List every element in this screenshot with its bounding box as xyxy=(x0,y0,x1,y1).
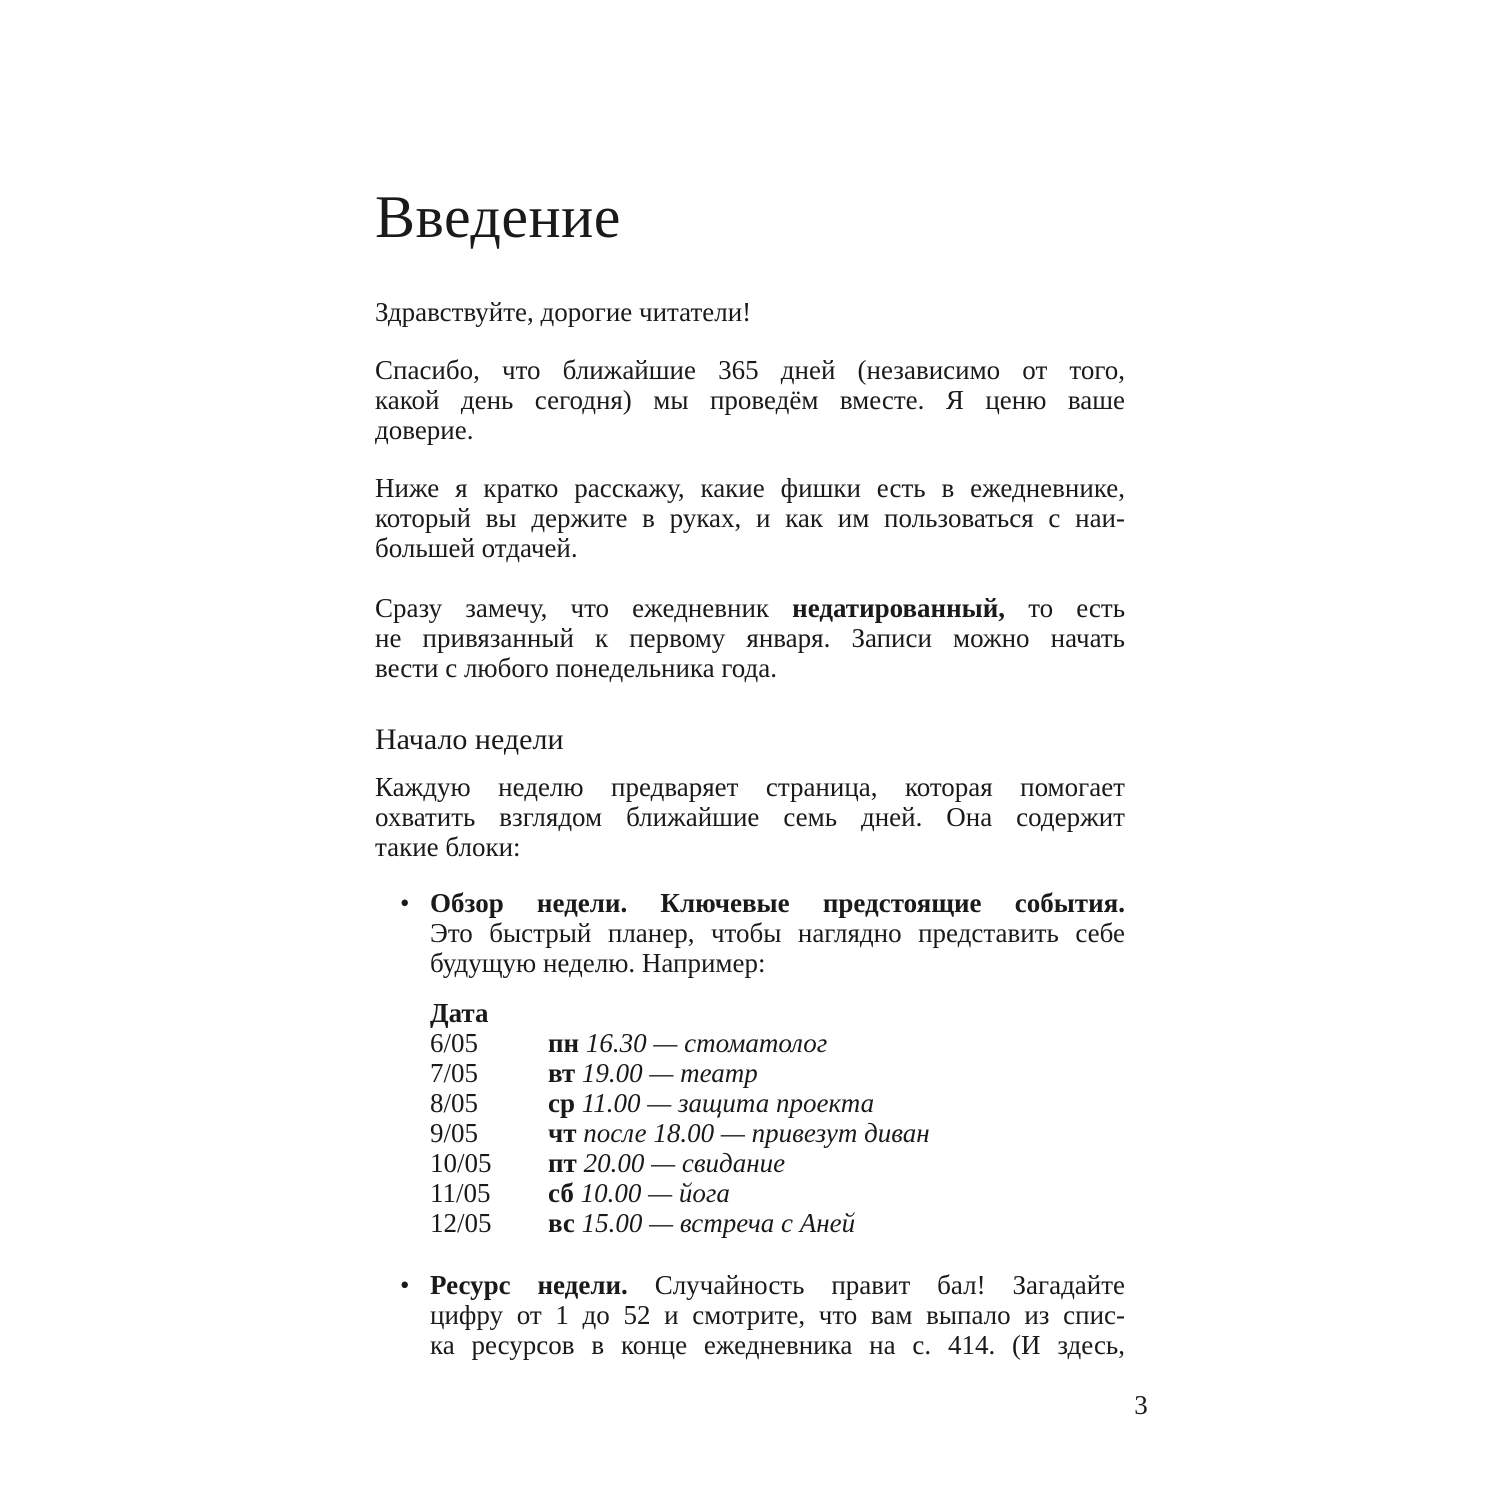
text-line: Обзор недели. Ключевые предстоящие события. xyxy=(430,888,1125,918)
text-line: Здравствуйте, дорогие читатели! xyxy=(375,297,752,327)
table-row xyxy=(430,1028,1125,1058)
table-row xyxy=(430,1148,1125,1178)
event-cell: 19.00 — театр xyxy=(581,1058,758,1088)
paragraph-undated xyxy=(375,593,1125,683)
table-header: Дата xyxy=(430,998,489,1028)
event-cell: 15.00 — встреча с Аней xyxy=(581,1208,856,1238)
text-run: Случайность правит бал! Загадайте xyxy=(654,1270,1126,1300)
day-cell: вс xyxy=(548,1208,575,1238)
text-line: Спасибо, что ближайшие 365 дней (независимо от того, xyxy=(375,355,1125,385)
week-overview-table xyxy=(375,998,1125,1238)
page-number: 3 xyxy=(1134,1390,1148,1420)
event-cell: после 18.00 — привезут диван xyxy=(583,1118,930,1148)
page-title: Введение xyxy=(375,184,621,250)
paragraph-overview xyxy=(375,473,1125,563)
text-line: Это быстрый планер, чтобы наглядно представить себе xyxy=(430,918,1125,948)
text-line xyxy=(430,1270,1125,1300)
text-line: какой день сегодня) мы проведём вместе. Я ценю ваше xyxy=(375,385,1125,415)
text-line: ка ресурсов в конце ежедневника на с. 414. (И здесь, xyxy=(430,1330,1125,1360)
date-cell: 12/05 xyxy=(430,1208,492,1238)
event-cell: 16.30 — стоматолог xyxy=(585,1028,828,1058)
text-line: такие блоки: xyxy=(375,832,521,862)
day-cell: пн xyxy=(548,1028,580,1058)
text-line: цифру от 1 до 52 и смотрите, что вам выпало из спис- xyxy=(430,1300,1125,1330)
text-line: Каждую неделю предваряет страница, которая помогает xyxy=(375,772,1125,802)
text-line: Ниже я кратко расскажу, какие фишки есть в ежедневнике, xyxy=(375,473,1125,503)
day-cell: вт xyxy=(548,1058,576,1088)
text-line: охватить взглядом ближайшие семь дней. Она содержит xyxy=(375,802,1125,832)
bullet-icon: • xyxy=(400,1270,410,1300)
text-run: то есть xyxy=(1028,593,1126,623)
text-line: который вы держите в руках, и как им пользоваться с наи- xyxy=(375,503,1125,533)
bullet-item-week-resource xyxy=(375,1270,1125,1360)
text-line: не привязанный к первому января. Записи можно начать xyxy=(375,623,1125,653)
day-cell: сб xyxy=(548,1178,574,1208)
section-heading: Начало недели xyxy=(375,723,564,756)
day-cell: пт xyxy=(548,1148,577,1178)
date-cell: 6/05 xyxy=(430,1028,479,1058)
text-run-bold: недатированный, xyxy=(792,593,1006,623)
table-row xyxy=(430,1058,1125,1088)
table-row xyxy=(430,1088,1125,1118)
text-run-bold: Ресурс недели. xyxy=(430,1270,628,1300)
event-cell: 10.00 — йога xyxy=(580,1178,730,1208)
bullet-icon: • xyxy=(400,888,410,918)
table-row xyxy=(430,1178,1125,1208)
text-line: вести с любого понедельника года. xyxy=(375,653,777,683)
bullet-item-week-overview xyxy=(375,888,1125,978)
day-cell: чт xyxy=(548,1118,577,1148)
table-row xyxy=(430,1118,1125,1148)
day-cell: ср xyxy=(548,1088,575,1118)
text-line: доверие. xyxy=(375,415,474,445)
paragraph-thanks xyxy=(375,355,1125,445)
date-cell: 9/05 xyxy=(430,1118,479,1148)
event-cell: 11.00 — защита проекта xyxy=(581,1088,875,1118)
text-line xyxy=(375,593,1125,623)
text-line: большей отдачей. xyxy=(375,533,578,563)
text-line: будущую неделю. Например: xyxy=(430,948,766,978)
date-cell: 8/05 xyxy=(430,1088,479,1118)
paragraph-greeting xyxy=(375,297,1125,327)
date-cell: 11/05 xyxy=(430,1178,491,1208)
date-cell: 7/05 xyxy=(430,1058,479,1088)
date-cell: 10/05 xyxy=(430,1148,492,1178)
table-row xyxy=(430,1208,1125,1238)
paragraph-week-start xyxy=(375,772,1125,862)
event-cell: 20.00 — свидание xyxy=(583,1148,786,1178)
text-run: Сразу замечу, что ежедневник xyxy=(375,593,770,623)
